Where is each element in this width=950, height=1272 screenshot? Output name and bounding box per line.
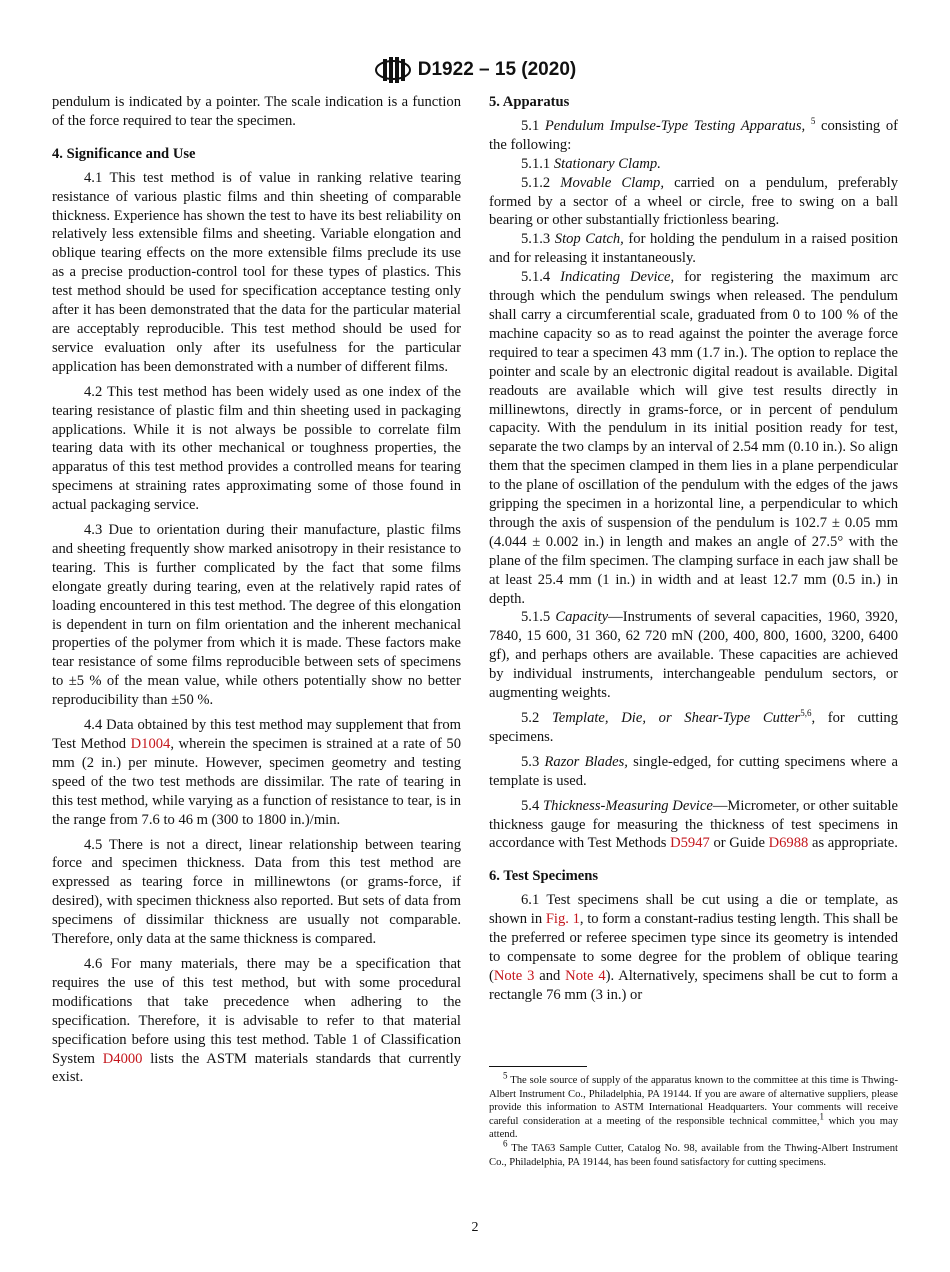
text-run: , for cutting specimens. (489, 710, 899, 745)
footnote-marker: 5 (503, 1070, 508, 1081)
reference-link[interactable]: Note 3 (493, 967, 535, 984)
text-run: 5.2 (521, 710, 552, 726)
text-run: 4. Significance and Use (52, 145, 196, 162)
footnotes (489, 1070, 898, 1169)
right-column (489, 93, 898, 1011)
text-run: 4.4 Data obtained by this test method may supplement that from Test Method (52, 717, 461, 752)
text-run: The TA63 Sample Cutter, Catalog No. 98, available from the Thwing-Albert Instrument Co., Philadelphia, PA 19144, has been found satisfactory for cutting specimens. (489, 1142, 898, 1168)
page-header (0, 56, 950, 84)
text-run: 5.1.3 (521, 231, 555, 248)
text-run: , wherein the specimen is strained at a rate of 50 mm (2 in.) per minute. However, specimen geometry and testing speed of the two test methods are dissimilar. The rate of tearing in this test method, while varying as a function of resistance to tear, is in the range from 7.6 to 46 m (300 to 1800 in.)/min. (52, 736, 461, 828)
text-run: 5.1.4 (521, 269, 561, 286)
text-run: as appropriate. (808, 835, 898, 852)
paragraph (489, 268, 898, 608)
text-run: pendulum is indicated by a pointer. The scale indication is a function of the force required to tear the specimen. (52, 94, 461, 129)
footnote-marker: 5,6 (800, 708, 812, 719)
paragraph (489, 230, 898, 268)
document-designation: D1922 – 15 (2020) (417, 59, 577, 81)
text-run: 6. Test Specimens (489, 868, 599, 885)
text-run: 4.6 For many materials, there may be a specification that requires the use of this test method, but with some procedural modifications that take precedence when adhering to the specification. Therefore, it is advisable to refer to that material specification before using this test method. Table 1 of Classification System (52, 955, 461, 1067)
text-run: Indicating Device, (560, 269, 675, 286)
paragraph (489, 709, 898, 747)
text-run: Thickness-Measuring Device (542, 797, 713, 814)
footnote-marker: 5 (810, 116, 816, 127)
section-heading (489, 867, 898, 886)
text-run: carried on a pendulum, preferably formed by a sector of a wheel or circle, free to swing on a ball bearing or other substantially frictionless bearing. (489, 174, 898, 229)
paragraph (52, 169, 461, 377)
text-run: Template, Die, or Shear-Type Cutter (551, 710, 801, 726)
text-run: 4.5 There is not a direct, linear relationship between tearing force and specimen thickness. Data from this test method are expressed as tearing force in millinewtons (or grams-force, if desired), with specimen thickness also reported. But sets of data from specimens of dissimilar thickness are usually not comparable. Therefore, only data at the same thickness is compared. (52, 836, 461, 948)
text-run: —Instruments of several capacities, 1960, 3920, 7840, 15 600, 31 360, 62 720 mN (200, 400, 800, 1600, 3200, 6400 gf), and perhaps others are available. These capacities are achieved by individual instruments, interchangeable pendulum sectors, or augmenting weights. (489, 609, 898, 702)
text-run: , to form a constant-radius testing length. This shall be the preferred or referee specimen type since its geometry is intended to compensate to some degree for the problem of oblique tearing ( (489, 911, 899, 984)
text-run: Pendulum Impulse-Type Testing Apparatus, (544, 117, 806, 134)
text-run: Stationary Clamp. (553, 155, 661, 172)
paragraph (52, 521, 461, 710)
text-run: and (534, 967, 566, 984)
text-run: or Guide (709, 835, 769, 852)
text-run: 5.1.2 (521, 174, 561, 191)
text-run: The sole source of supply of the apparatus known to the committee at this time is Thwing-Albert Instrument Co., Philadelphia, PA 19144. If you are aware of alternative suppliers, please provide this information to ASTM International Headquarters. Your comments will receive careful consideration at a meeting of the responsible technical committee, (489, 1075, 898, 1127)
text-run: 5.1.5 (521, 609, 556, 626)
text-run: for registering the maximum arc through which the pendulum swings when released. The pendulum shall carry a circumferential scale, graduated from 0 to 100 % of the machine capacity so as to read against the pointer the average force required to tear a specimen 43 mm (1.7 in.). The option to replace the pointer and scale by an electronic digital readout is available. Digital readouts are available which will give test results directly in millinewtons, directly in grams-force, or in percent of pendulum capacity. With the pendulum in its initial position ready for test, separate the two clamps by an interval of 2.54 mm (0.10 in.). So align them that the specimen clamped in them lies in a plane perpendicular to the plane of oscillation of the pendulum with the edges of the jaws gripping the specimen in a horizontal line, a perpendicular to which through the axis of suspension of the pendulum is 102.7 ± 0.05 mm (4.044 ± 0.002 in.) in length and makes an angle of 27.5° with the plane of the film specimen. The clamping surface in each jaw shall be at least 25.4 mm (1 in.) in width and at least 12.7 mm (0.5 in.) in depth. (489, 269, 898, 607)
paragraph (489, 608, 898, 703)
text-run: Capacity (555, 609, 609, 626)
text-run: for holding the pendulum in a raised position and for releasing it instantaneously. (489, 231, 899, 267)
paragraph (489, 891, 898, 1004)
text-run: 5.4 (521, 797, 543, 814)
left-column (52, 93, 461, 1093)
footnote-divider (489, 1066, 587, 1067)
text-run: Movable Clamp, (560, 174, 664, 191)
page-number: 2 (471, 1220, 479, 1235)
text-run: 5. Apparatus (489, 94, 570, 110)
reference-link[interactable]: Fig. 1 (545, 911, 580, 928)
text-run: Razor Blades, (544, 753, 628, 770)
paragraph (489, 174, 898, 231)
text-run: 5.3 (521, 753, 545, 770)
text-run: —Micrometer, or other suitable thickness gauge for measuring the thickness of test specimens in accordance with Test Methods (489, 797, 898, 852)
reference-link[interactable]: D4000 (102, 1050, 143, 1067)
text-run: 5.1 (521, 117, 545, 134)
text-run: lists the ASTM materials standards that currently exist. (52, 1050, 462, 1086)
text-run: Stop Catch, (554, 231, 624, 248)
text-run: 5.1.1 (521, 155, 554, 172)
paragraph (52, 955, 461, 1087)
paragraph (52, 383, 461, 515)
paragraph (489, 797, 898, 854)
astm-logo-icon (374, 56, 412, 84)
reference-link[interactable]: D1004 (130, 736, 171, 752)
text-run: which you may attend. (489, 1115, 898, 1141)
reference-link[interactable]: Note 4 (565, 967, 606, 984)
section-heading (489, 93, 898, 112)
footnote (489, 1070, 898, 1142)
text-run: single-edged, for cutting specimens where a template is used. (489, 753, 899, 789)
footnote-marker: 1 (819, 1111, 824, 1122)
paragraph (489, 155, 898, 174)
paragraph (52, 836, 461, 949)
paragraph (489, 117, 898, 155)
text-run: ). Alternatively, specimens shall be cut to form a rectangle 76 mm (3 in.) or (489, 967, 898, 1003)
reference-link[interactable]: D5947 (670, 835, 710, 852)
section-heading (52, 145, 461, 164)
paragraph (52, 93, 461, 131)
paragraph (52, 716, 461, 829)
text-run: 4.2 This test method has been widely used as one index of the tearing resistance of plastic film and thin sheeting used in packaging applications. While it is not always be possible to correlate film tearing data with its other mechanical or toughness properties, the apparatus of this test method provides a controlled means for tearing specimens at straining rates approximating some of those found in actual packaging service. (52, 383, 461, 514)
text-run: 4.1 This test method is of value in ranking relative tearing resistance of various plastic films and thin sheeting of comparable thickness. Experience has shown the test to have its best reliability on relatively less extensible films and sheeting. Variable elongation and oblique tearing effects on the more extensible films preclude its use as a precise production-control tool for these types of plastics. This test method should be used for specification acceptance testing only after it has been demonstrated that the data for the particular material are acceptably reproducible. This test method should be used for service evaluation only after its usefulness for the particular application has been demonstrated with a number of different films. (52, 169, 461, 375)
reference-link[interactable]: D6988 (768, 835, 809, 852)
text-run: 6.1 Test specimens shall be cut using a die or template, as shown in (489, 892, 898, 928)
paragraph (489, 753, 898, 791)
footnote-marker: 6 (503, 1138, 508, 1149)
footnote (489, 1138, 898, 1169)
text-run: consisting of the following: (489, 117, 898, 153)
text-run: 4.3 Due to orientation during their manufacture, plastic films and sheeting frequently show marked anisotropy in their resistance to tearing. This is further complicated by the fact that some films elongate greatly during tearing, even at the relatively rapid rates of loading encountered in this test method. The degree of this elongation is dependent in turn on film orientation and the inherent mechanical properties of the polymer from which it is made. These factors make tear resistance of some films reproducible between sets of specimens to ±5 % of the mean value, while others potentially show no better reproducibility than ±50 %. (52, 522, 461, 709)
